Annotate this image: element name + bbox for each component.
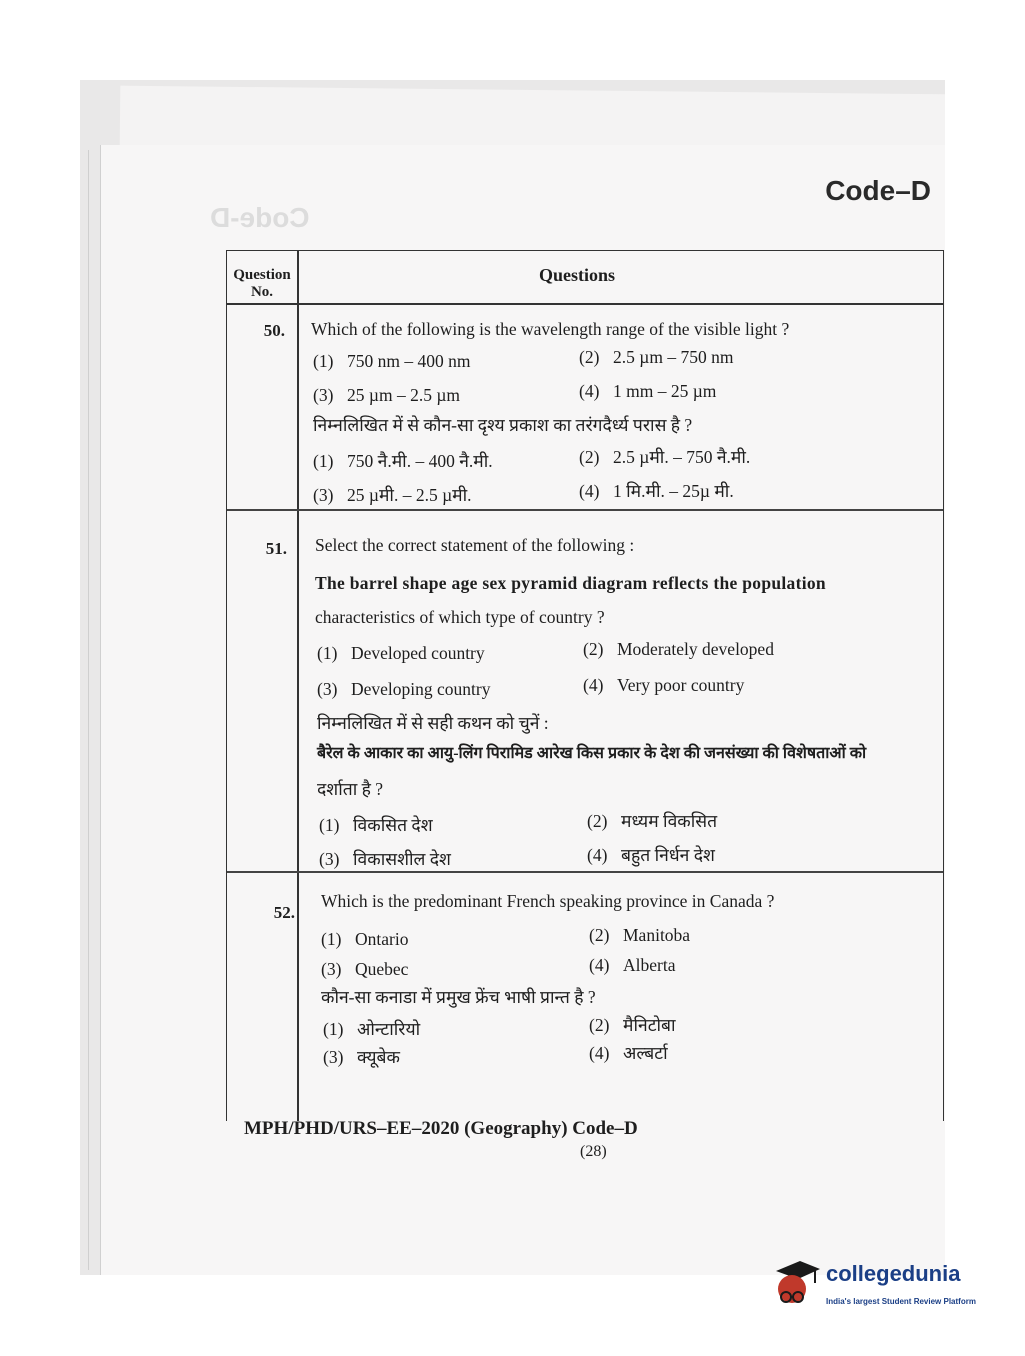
bleed-through-text: Code-D [210, 202, 310, 233]
question-text-en: Select the correct statement of the following : [315, 535, 635, 555]
option: (4) अल्बर्टा [589, 1043, 668, 1063]
option: (3) Developing country [317, 679, 491, 699]
question-statement-hi: बैरेल के आकार का आयु-लिंग पिरामिड आरेख किस प्रकार के देश की जनसंख्या की विशेषताओं को [317, 745, 867, 762]
option: (1) 750 नै.मी. – 400 नै.मी. [313, 451, 493, 471]
question-number: 52. [273, 903, 295, 922]
question-table [226, 250, 944, 1121]
question-text-en: Which is the predominant French speaking province in Canada ? [321, 891, 775, 911]
option: (4) 1 मि.मी. – 25µ मी. [579, 481, 734, 501]
page-number: (28) [580, 1143, 607, 1160]
option: (4) बहुत निर्धन देश [587, 845, 715, 865]
option: (4) 1 mm – 25 µm [579, 381, 717, 401]
question-statement-hi: दर्शाता है ? [317, 779, 384, 799]
option: (4) Very poor country [583, 675, 745, 695]
option: (2) Manitoba [589, 925, 691, 945]
brand-name: collegedunia [826, 1261, 961, 1286]
option: (1) ओन्टारियो [323, 1019, 421, 1039]
question-statement-en: characteristics of which type of country ? [315, 607, 605, 627]
option: (1) Ontario [321, 929, 409, 949]
option: (3) क्यूबेक [323, 1047, 400, 1067]
option: (3) 25 µm – 2.5 µm [313, 385, 461, 405]
row-divider [227, 509, 943, 511]
question-text-hi: निम्नलिखित में से सही कथन को चुनें : [317, 713, 549, 733]
question-text-hi: कौन-सा कनाडा में प्रमुख फ्रेंच भाषी प्रान्त है ? [321, 987, 596, 1007]
option: (3) 25 µमी. – 2.5 µमी. [313, 485, 472, 505]
brand-tagline: India's largest Student Review Platform [826, 1297, 976, 1306]
option: (3) Quebec [321, 959, 409, 979]
questions-header: Questions [538, 265, 616, 285]
collegedunia-watermark [770, 1255, 1000, 1315]
option: (2) 2.5 µमी. – 750 नै.मी. [579, 447, 751, 467]
column-divider [297, 251, 299, 1121]
question-number: 51. [265, 539, 287, 558]
question-text-en: Which of the following is the wavelength range of the visible light ? [311, 319, 790, 339]
row-divider [227, 871, 943, 873]
question-number-header: Question No. [233, 267, 291, 300]
option: (4) Alberta [589, 955, 676, 975]
option: (1) विकसित देश [319, 815, 433, 835]
option: (2) 2.5 µm – 750 nm [579, 347, 734, 367]
option: (1) Developed country [317, 643, 485, 663]
question-text-hi: निम्नलिखित में से कौन-सा दृश्य प्रकाश का तरंगदैर्ध्य परास है ? [313, 415, 693, 435]
graduate-mascot-icon [770, 1257, 822, 1313]
option: (2) मैनिटोबा [589, 1015, 676, 1035]
question-statement-en: The barrel shape age sex pyramid diagram reflects the population [315, 573, 826, 593]
exam-footer: MPH/PHD/URS–EE–2020 (Geography) Code–D [244, 1118, 638, 1139]
option: (2) मध्यम विकसित [587, 811, 718, 831]
code-label: Code–D [825, 175, 931, 206]
option: (1) 750 nm – 400 nm [313, 351, 471, 371]
option: (2) Moderately developed [583, 639, 774, 659]
question-number: 50. [263, 321, 285, 340]
header-divider [227, 303, 943, 305]
option: (3) विकासशील देश [319, 849, 451, 869]
